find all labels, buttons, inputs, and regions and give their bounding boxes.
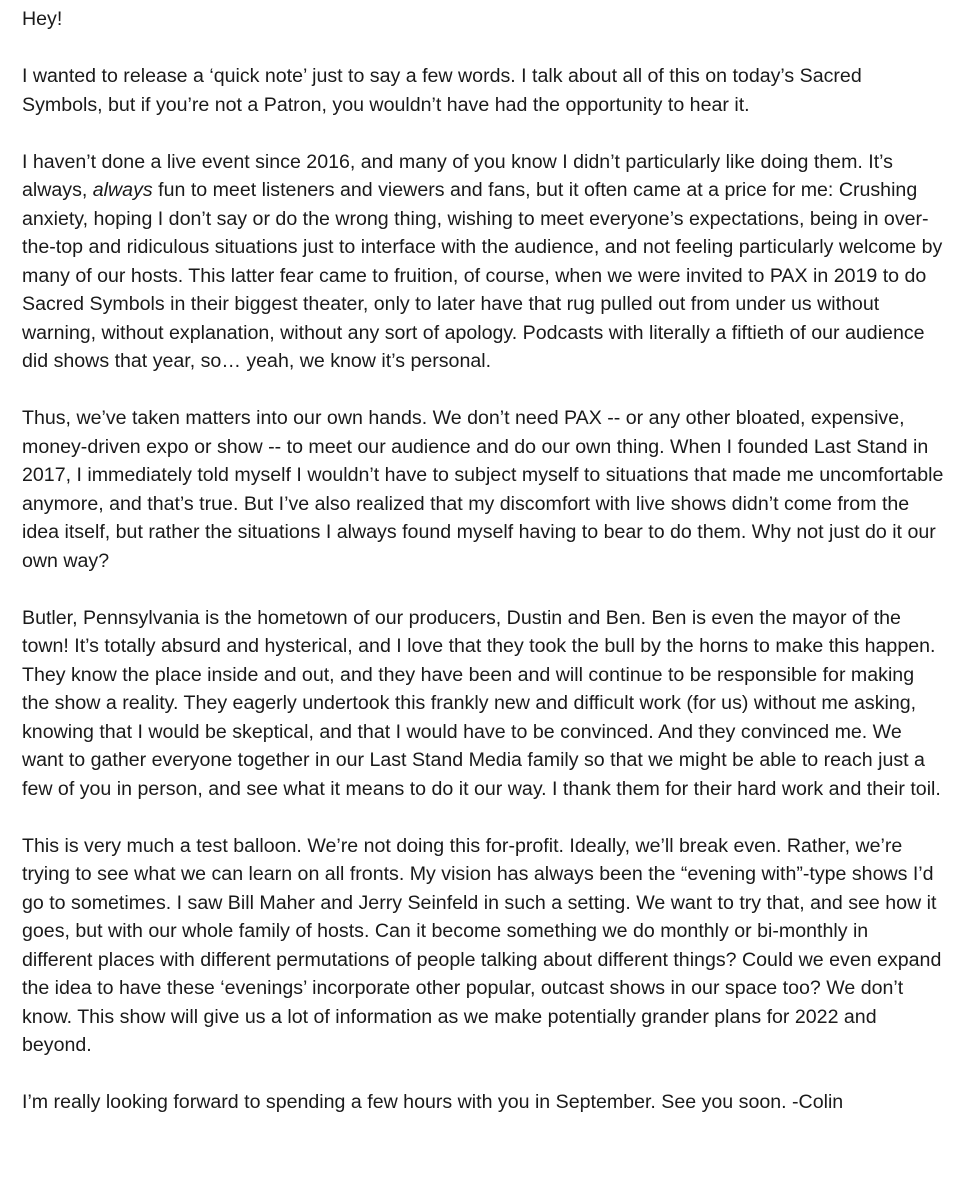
- paragraph-live-events-start: I haven’t done a live event since 2016, and many of you know I didn’t particularly like doing them. It’s always,: [22, 150, 893, 201]
- paragraph-own-hands: Thus, we’ve taken matters into our own hands. We don’t need PAX -- or any other bloated, expensive, money-driven expo or show -- to meet our audience and do our own thing. When I founded Last Stand in 2017, I immediately told myself I wouldn’t have to subject myself to situations that made me uncomfortable anymore, and that’s true. But I’ve also realized that my discomfort with live shows didn’t come from the idea itself, but rather the situations I always found myself having to bear to do them. Why not just do it our own way?: [22, 407, 944, 572]
- emphasis-always: always: [92, 179, 153, 201]
- paragraph-release-note: I wanted to release a ‘quick note’ just to say a few words. I talk about all of this on today’s Sacred Symbols, but if you’re not a Patron, you wouldn’t have had the opportunity to hear it.: [22, 65, 862, 116]
- paragraph-test-balloon: This is very much a test balloon. We’re not doing this for-profit. Ideally, we’ll break even. Rather, we’re trying to see what we can learn on all fronts. My vision has always been the “evening with”-type shows I’d go to sometimes. I saw Bill Maher and Jerry Seinfeld in such a setting. We want to try that, and see how it goes, but with our whole family of hosts. Can it become something we do monthly or bi-monthly in different places with different permutations of people talking about different things? Could we even expand the idea to have these ‘evenings’ incorporate other popular, outcast shows in our space too? We don’t know. This show will give us a lot of information as we make potentially grander plans for 2022 and beyond.: [22, 834, 942, 1056]
- paragraph-butler: Butler, Pennsylvania is the hometown of our producers, Dustin and Ben. Ben is even the mayor of the town! It’s totally absurd and hysterical, and I love that they took the bull by the horns to make this happen. They know the place inside and out, and they have been and will continue to be responsible for making the show a reality. They eagerly undertook this frankly new and difficult work (for us) without me asking, knowing that I would be skeptical, and that I would have to be convinced. And they convinced me. We want to gather everyone together in our Last Stand Media family so that we might be able to reach just a few of you in person, and see what it means to do it our way. I thank them for their hard work and their toil.: [22, 606, 941, 800]
- paragraph-live-events: [22, 148, 944, 376]
- paragraph-closing: I’m really looking forward to spending a few hours with you in September. See you soon. -Colin: [22, 1091, 844, 1113]
- greeting: Hey!: [22, 8, 63, 30]
- paragraph-live-events-end: fun to meet listeners and viewers and fans, but it often came at a price for me: Crushing anxiety, hoping I don’t say or do the wrong thing, wishing to meet everyone’s expectations, being in over-the-top and ridiculous situations just to interface with the audience, and not feeling particularly welcome by many of our hosts. This latter fear came to fruition, of course, when we were invited to PAX in 2019 to do Sacred Symbols in their biggest theater, only to later have that rug pulled out from under us without warning, without explanation, without any sort of apology. Podcasts with literally a fiftieth of our audience did shows that year, so… yeah, we know it’s personal.: [22, 179, 943, 372]
